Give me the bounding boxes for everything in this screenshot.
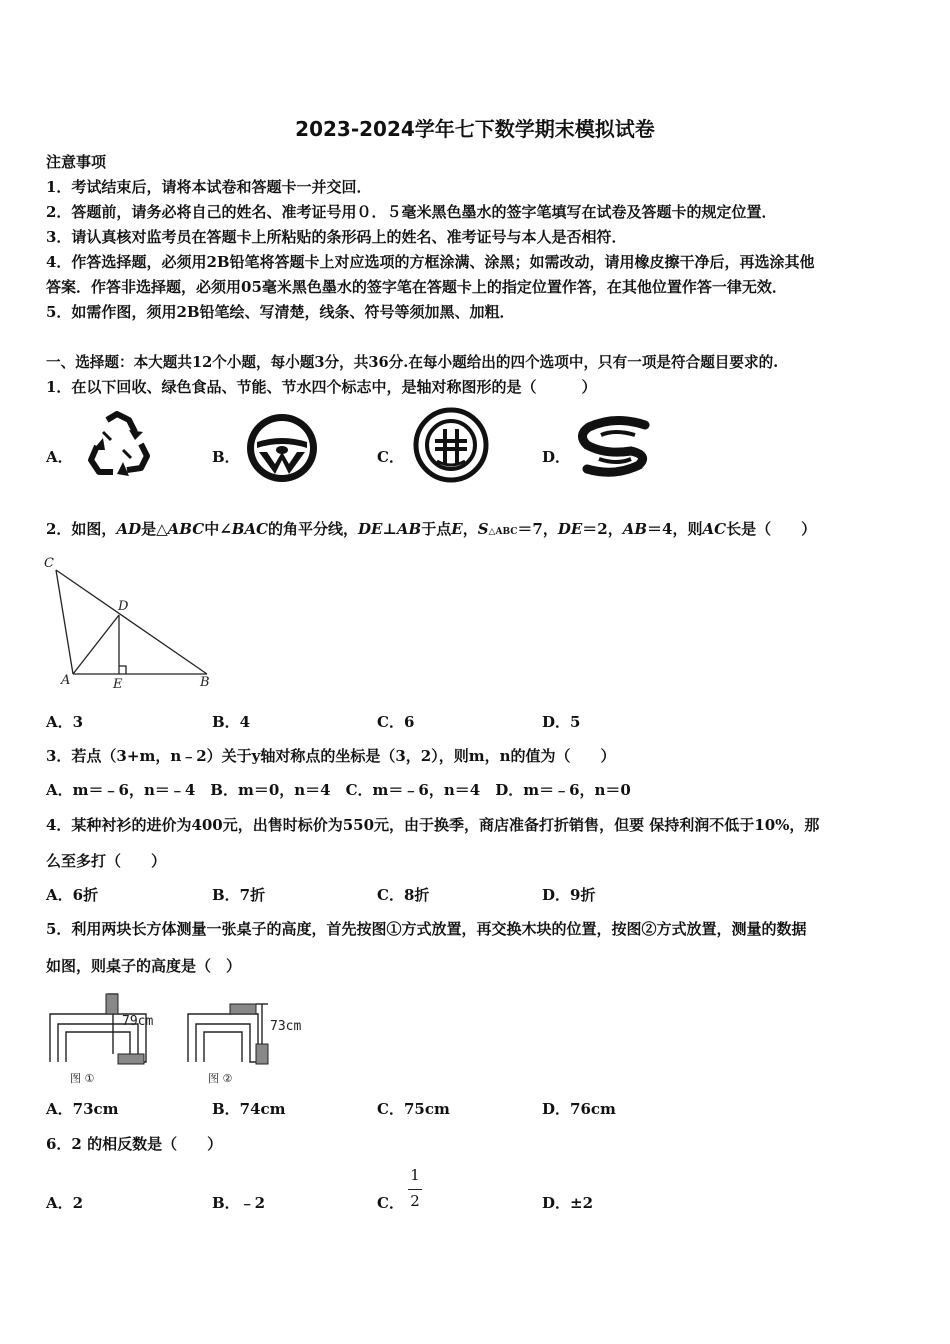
notice-item: 4．作答选择题，必须用2B铅笔将答题卡上对应选项的方框涂满、涂黑；如需改动，请用橡皮擦干净后，再选涂其他 xyxy=(46,253,815,271)
fig1-caption: 图 ① xyxy=(70,1072,95,1085)
q6-option-a: A．2 xyxy=(46,1194,84,1212)
fraction-denominator: 2 xyxy=(410,1192,420,1210)
q5-option-c: C．75cm xyxy=(377,1100,450,1118)
green-food-icon xyxy=(245,412,319,484)
vertex-label-b: B xyxy=(200,675,210,690)
q2-option-c: C．6 xyxy=(377,713,415,731)
vertex-label-e: E xyxy=(113,677,123,692)
energy-saving-icon xyxy=(413,407,489,483)
section-heading: 一、选择题：本大题共12个小题，每小题3分，共36分.在每小题给出的四个选项中，只有一项是符合题目要求的. xyxy=(46,354,779,371)
q4-option-a: A．6折 xyxy=(46,886,99,904)
notice-heading: 注意事项 xyxy=(46,153,107,171)
notice-item: 5．如需作图，须用2B铅笔绘、写清楚，线条、符号等须加黑、加粗． xyxy=(46,303,515,321)
question-2-stem: 2．如图，AD是△ABC中∠BAC的角平分线，DE⊥AB于点E，S△ABC＝7，DE＝2，AB＝4，则AC长是（ ） xyxy=(46,520,817,538)
q4-option-b: B．7折 xyxy=(212,886,266,904)
fraction-bar xyxy=(408,1189,422,1190)
q5-option-b: B．74cm xyxy=(212,1100,286,1118)
question-5-stem-cont: 如图，则桌子的高度是（ ） xyxy=(46,957,242,975)
q3-options: A．m＝﹣6，n＝﹣4 B．m＝0，n＝4 C．m＝﹣6，n＝4 D．m＝﹣6，n＝0 xyxy=(46,781,631,799)
question-4-stem: 4．某种衬衫的进价为400元，出售时标价为550元，由于换季，商店准备打折销售，但要 保持利润不低于10%，那 xyxy=(46,816,820,834)
notice-item: 答案．作答非选择题，必须用05毫米黑色墨水的签字笔在答题卡上的指定位置作答，在其他位置作答一律无效． xyxy=(46,278,787,296)
question-6-stem: 6．2 的相反数是（ ） xyxy=(46,1135,223,1153)
notice-item: 2．答题前，请务必将自己的姓名、准考证号用０．５毫米黑色墨水的签字笔填写在试卷及答题卡的规定位置． xyxy=(46,203,777,221)
fig2-measure: 73cm xyxy=(270,1019,302,1034)
question-1-stem: 1．在以下回收、绿色食品、节能、节水四个标志中，是轴对称图形的是（ ） xyxy=(46,378,597,396)
q5-option-a: A．73cm xyxy=(46,1100,119,1118)
question-5-stem: 5．利用两块长方体测量一张桌子的高度，首先按图①方式放置，再交换木块的位置，按图②方式放置，测量的数据 xyxy=(46,920,807,938)
triangle-figure xyxy=(40,553,220,693)
q6-option-c: C． xyxy=(377,1194,404,1212)
q1-option-b: B． xyxy=(212,448,240,466)
question-3-stem: 3．若点（3+m，n﹣2）关于y轴对称点的坐标是（3，2），则m，n的值为（ ） xyxy=(46,747,616,765)
notice-item: 1．考试结束后，请将本试卷和答题卡一并交回． xyxy=(46,178,372,196)
fig2-caption: 图 ② xyxy=(208,1072,233,1085)
q2-option-d: D．5 xyxy=(542,713,581,731)
table-height-figure xyxy=(46,990,316,1090)
vertex-label-a: A xyxy=(61,673,71,688)
q1-option-d: D． xyxy=(542,448,571,466)
page-title: 2023-2024学年七下数学期末模拟试卷 xyxy=(295,117,655,141)
q1-option-a: A． xyxy=(46,448,73,466)
q6-option-b: B．﹣2 xyxy=(212,1194,266,1212)
q4-option-c: C．8折 xyxy=(377,886,430,904)
question-4-stem-cont: 么至多打（ ） xyxy=(46,852,167,870)
recycle-icon xyxy=(83,410,153,482)
q2-option-a: A．3 xyxy=(46,713,84,731)
vertex-label-c: C xyxy=(44,556,54,571)
q2-option-b: B．4 xyxy=(212,713,251,731)
fraction-numerator: 1 xyxy=(410,1166,420,1184)
fig1-measure: 79cm xyxy=(122,1014,154,1029)
vertex-label-d: D xyxy=(118,599,129,614)
q6-option-d: D．±2 xyxy=(542,1194,594,1212)
water-saving-icon xyxy=(575,415,657,479)
notice-item: 3．请认真核对监考员在答题卡上所粘贴的条形码上的姓名、准考证号与本人是否相符． xyxy=(46,228,627,246)
q4-option-d: D．9折 xyxy=(542,886,596,904)
q5-option-d: D．76cm xyxy=(542,1100,616,1118)
q1-option-c: C． xyxy=(377,448,404,466)
